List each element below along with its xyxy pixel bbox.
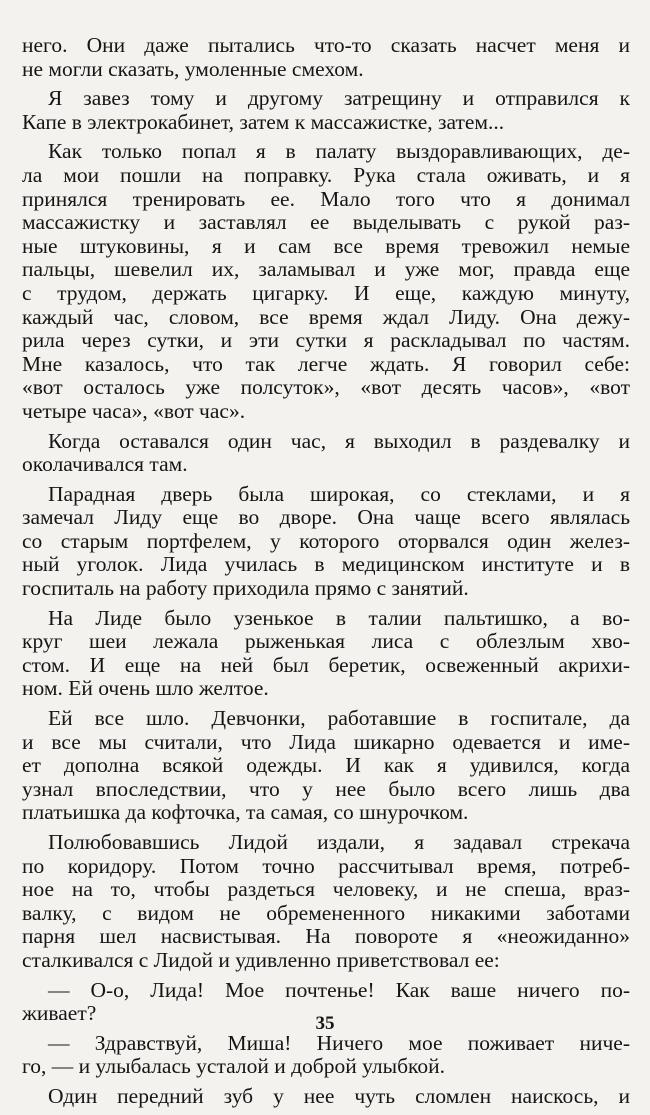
text-line: ное на то, чтобы раздеться человеку, и не спеша, враз- bbox=[22, 878, 630, 902]
text-line: платьишка да кофточка, та самая, со шнурочком. bbox=[22, 801, 469, 825]
text-line: живает? bbox=[22, 1002, 97, 1026]
text-line: пальцы, шевелил их, заламывал и уже мог, правда еще bbox=[22, 258, 630, 282]
paragraph bbox=[22, 140, 630, 423]
book-page bbox=[22, 34, 630, 1115]
text-line: с трудом, держать цигарку. И еще, каждую минуту, bbox=[22, 281, 630, 305]
text-line: — Здравствуй, Миша! Ничего мое поживает ниче- bbox=[48, 1031, 630, 1055]
text-line: го, — и улыбалась усталой и доброй улыбкой. bbox=[22, 1055, 446, 1079]
text-line: со старым портфелем, у которого оторвался один желез- bbox=[22, 529, 630, 553]
text-line: ные штуковины, я и сам все время тревожил немые bbox=[22, 234, 630, 258]
text-line: четыре часа», «вот час». bbox=[22, 399, 246, 423]
text-line: него. Они даже пытались что-то сказать насчет меня и bbox=[22, 34, 630, 57]
text-line: парня шел насвистывая. На повороте я «неожиданно» bbox=[22, 925, 630, 949]
text-line: Ей все шло. Девчонки, работавшие в госпитале, да bbox=[48, 707, 630, 731]
text-line: Когда оставался один час, я выходил в раздевалку и bbox=[48, 429, 630, 453]
text-line: Капе в электрокабинет, затем к массажистке, затем... bbox=[22, 110, 505, 134]
text-line: Мне казалось, что так легче ждать. Я говорил себе: bbox=[22, 352, 630, 376]
text-line: На Лиде было узенькое в талии пальтишко, а во- bbox=[48, 606, 630, 630]
text-line: Один передний зуб у нее чуть сломлен наискось, и bbox=[48, 1084, 630, 1108]
text-line: госпиталь на работу приходила прямо с занятий. bbox=[22, 577, 469, 601]
paragraph bbox=[22, 707, 630, 825]
text-line: замечал Лиду еще во дворе. Она чаще всего являлась bbox=[22, 506, 630, 530]
paragraph bbox=[22, 1032, 630, 1079]
text-line: околачивался там. bbox=[22, 453, 188, 477]
text-line: ет дополна всякой одежды. И как я удивился, когда bbox=[22, 754, 630, 778]
text-line: ный уголок. Лида училась в медицинском институте и в bbox=[22, 553, 630, 577]
text-line: валку, с видом не обремененного никакими заботами bbox=[22, 901, 630, 925]
paragraph bbox=[22, 430, 630, 477]
text-line: не могли сказать, умоленные смехом. bbox=[22, 57, 364, 81]
paragraph bbox=[22, 483, 630, 601]
text-line: ном. Ей очень шло желтое. bbox=[22, 677, 269, 701]
text-line: — О-о, Лида! Мое почтенье! Как ваше ничего по- bbox=[48, 978, 630, 1002]
text-line: узнал впоследствии, что у нее было всего лишь два bbox=[22, 777, 630, 801]
text-line: рила через сутки, и эти сутки я раскладывал по частям. bbox=[22, 329, 630, 353]
text-line: «вот осталось уже полсуток», «вот десять часов», «вот bbox=[22, 376, 630, 400]
text-line: Полюбовавшись Лидой издали, я задавал стрекача bbox=[48, 831, 630, 854]
text-line: и все мы считали, что Лида шикарно одевается и име- bbox=[22, 730, 630, 754]
text-line: ла мои пошли на поправку. Рука стала оживать, и я bbox=[22, 163, 630, 187]
paragraph bbox=[22, 607, 630, 701]
text-line: сталкивался с Лидой и удивленно приветствовал ее: bbox=[22, 948, 500, 972]
text-line: Как только попал я в палату выздоравливающих, де- bbox=[48, 140, 630, 164]
page-number: 35 bbox=[315, 1013, 335, 1034]
paragraph bbox=[22, 87, 630, 134]
text-line: стом. И еще на ней был беретик, освеженный акрихи- bbox=[22, 653, 630, 677]
text-line: массажистку и заставлял ее выделывать с рукой раз- bbox=[22, 211, 630, 235]
paragraph bbox=[22, 1085, 630, 1109]
paragraph bbox=[22, 34, 630, 81]
text-line: по коридору. Потом точно рассчитывал время, потреб- bbox=[22, 854, 630, 878]
text-line: принялся тренировать ее. Мало того что я донимал bbox=[22, 187, 630, 211]
text-line: круг шеи лежала рыженькая лиса с облезлым хво- bbox=[22, 630, 630, 654]
text-line: Я завез тому и другому затрещину и отправился к bbox=[48, 87, 630, 111]
text-line: каждый час, словом, все время ждал Лиду. Она дежу- bbox=[22, 305, 630, 329]
paragraph bbox=[22, 831, 630, 973]
text-line: Парадная дверь была широкая, со стеклами, и я bbox=[48, 482, 630, 506]
